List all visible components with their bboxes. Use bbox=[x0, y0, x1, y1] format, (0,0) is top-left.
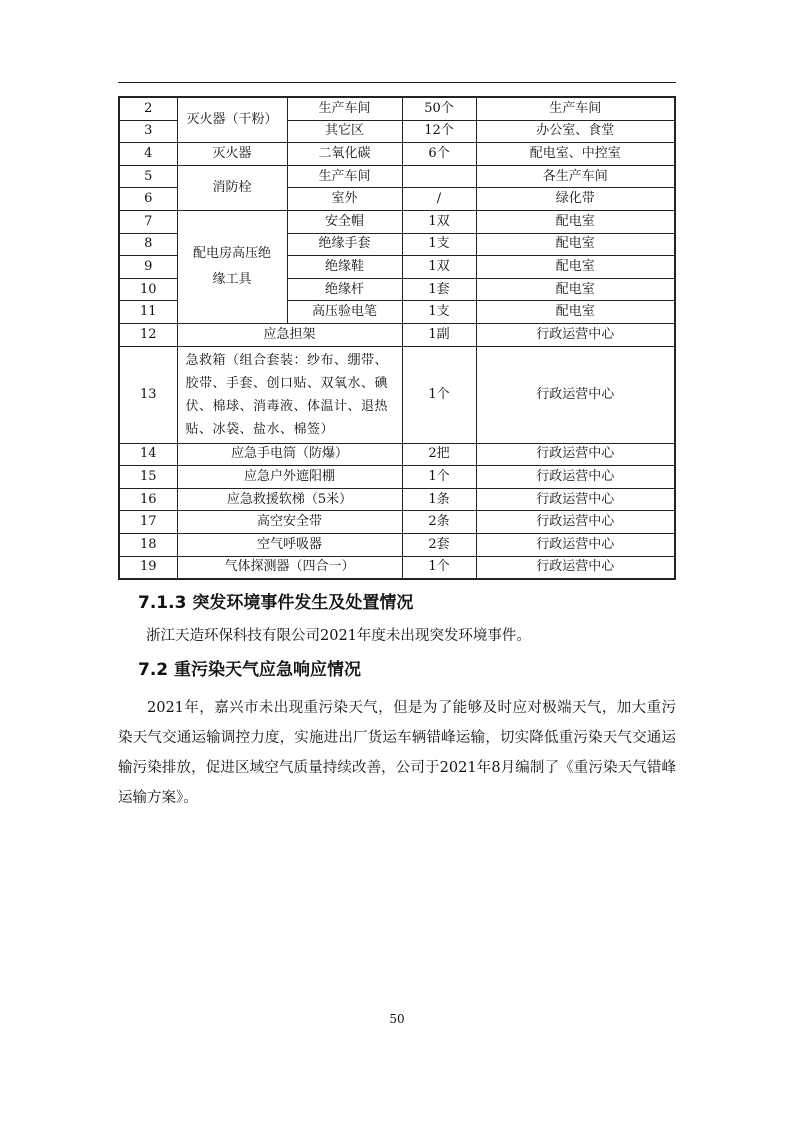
row-number: 13 bbox=[119, 346, 177, 443]
item-spec: 绝缘鞋 bbox=[287, 256, 402, 279]
table-row bbox=[119, 488, 675, 511]
page-number: 50 bbox=[389, 1012, 405, 1026]
item-qty: 1支 bbox=[402, 301, 476, 324]
item-qty: 1双 bbox=[402, 256, 476, 279]
item-name: 灭火器 bbox=[177, 143, 287, 166]
item-location: 行政运营中心 bbox=[476, 533, 675, 556]
item-qty: 1双 bbox=[402, 210, 476, 233]
section-number: 7.2 bbox=[138, 660, 169, 680]
row-number: 6 bbox=[119, 188, 177, 211]
item-spec: 生产车间 bbox=[287, 165, 402, 188]
section-heading-7-2 bbox=[138, 655, 361, 680]
section-paragraph: 浙江天造环保科技有限公司2021年度未出现突发环境事件。 bbox=[146, 628, 531, 644]
item-location: 行政运营中心 bbox=[476, 511, 675, 534]
row-number: 19 bbox=[119, 556, 177, 579]
section-title: 突发环境事件发生及处置情况 bbox=[192, 593, 414, 613]
table-row bbox=[119, 466, 675, 489]
row-number: 10 bbox=[119, 278, 177, 301]
item-spec: 室外 bbox=[287, 188, 402, 211]
item-location: 绿化带 bbox=[476, 188, 675, 211]
item-qty: 1个 bbox=[402, 346, 476, 443]
item-spec: 安全帽 bbox=[287, 210, 402, 233]
equipment-table-wrap bbox=[118, 96, 674, 580]
table-row bbox=[119, 210, 675, 233]
item-location: 办公室、食堂 bbox=[476, 120, 675, 143]
row-number: 11 bbox=[119, 301, 177, 324]
table-row bbox=[119, 556, 675, 579]
row-number: 12 bbox=[119, 323, 177, 346]
item-spec: 二氧化碳 bbox=[287, 143, 402, 166]
table-row bbox=[119, 511, 675, 534]
item-qty bbox=[402, 165, 476, 188]
item-qty: 1个 bbox=[402, 556, 476, 579]
table-row bbox=[119, 165, 675, 188]
item-name: 应急担架 bbox=[177, 323, 402, 346]
item-name: 应急救援软梯（5米） bbox=[177, 488, 402, 511]
table-row bbox=[119, 443, 675, 466]
item-qty: 2套 bbox=[402, 533, 476, 556]
item-name: 灭火器（干粉） bbox=[177, 97, 287, 143]
row-number: 14 bbox=[119, 443, 177, 466]
section-number: 7.1.3 bbox=[138, 593, 187, 613]
item-name: 配电房高压绝缘工具 bbox=[177, 210, 287, 323]
item-name: 应急户外遮阳棚 bbox=[177, 466, 402, 489]
item-name: 消防栓 bbox=[177, 165, 287, 210]
item-location: 配电室 bbox=[476, 301, 675, 324]
item-location: 行政运营中心 bbox=[476, 346, 675, 443]
equipment-table bbox=[118, 96, 676, 580]
row-number: 9 bbox=[119, 256, 177, 279]
item-qty: 2条 bbox=[402, 511, 476, 534]
table-row bbox=[119, 97, 675, 120]
item-qty: 6个 bbox=[402, 143, 476, 166]
item-location: 配电室 bbox=[476, 256, 675, 279]
table-row bbox=[119, 323, 675, 346]
item-name: 急救箱（组合套装：纱布、绷带、胶带、手套、创口贴、双氧水、碘伏、棉球、消毒液、体温计、退热贴、冰袋、盐水、棉签） bbox=[177, 346, 402, 443]
item-spec: 绝缘手套 bbox=[287, 233, 402, 256]
item-qty: 1个 bbox=[402, 466, 476, 489]
item-spec: 绝缘杆 bbox=[287, 278, 402, 301]
section-heading-7-1-3 bbox=[138, 588, 413, 613]
item-name: 应急手电筒（防爆） bbox=[177, 443, 402, 466]
item-location: 配电室 bbox=[476, 210, 675, 233]
item-qty: 1支 bbox=[402, 233, 476, 256]
item-name: 空气呼吸器 bbox=[177, 533, 402, 556]
item-qty: 12个 bbox=[402, 120, 476, 143]
item-location: 配电室、中控室 bbox=[476, 143, 675, 166]
item-qty: 2把 bbox=[402, 443, 476, 466]
item-qty: 1套 bbox=[402, 278, 476, 301]
header-rule bbox=[118, 82, 676, 83]
row-number: 3 bbox=[119, 120, 177, 143]
item-location: 行政运营中心 bbox=[476, 323, 675, 346]
table-row bbox=[119, 346, 675, 443]
row-number: 2 bbox=[119, 97, 177, 120]
item-qty: 1条 bbox=[402, 488, 476, 511]
item-location: 行政运营中心 bbox=[476, 466, 675, 489]
table-row bbox=[119, 143, 675, 166]
item-spec: 其它区 bbox=[287, 120, 402, 143]
row-number: 15 bbox=[119, 466, 177, 489]
row-number: 5 bbox=[119, 165, 177, 188]
row-number: 8 bbox=[119, 233, 177, 256]
item-name: 气体探测器（四合一） bbox=[177, 556, 402, 579]
item-qty: 1副 bbox=[402, 323, 476, 346]
item-location: 行政运营中心 bbox=[476, 443, 675, 466]
item-spec: 生产车间 bbox=[287, 97, 402, 120]
table-row bbox=[119, 533, 675, 556]
item-qty: 50个 bbox=[402, 97, 476, 120]
item-location: 生产车间 bbox=[476, 97, 675, 120]
row-number: 17 bbox=[119, 511, 177, 534]
item-qty: / bbox=[402, 188, 476, 211]
item-location: 配电室 bbox=[476, 278, 675, 301]
item-spec: 高压验电笔 bbox=[287, 301, 402, 324]
row-number: 4 bbox=[119, 143, 177, 166]
section-paragraph: 2021年，嘉兴市未出现重污染天气，但是为了能够及时应对极端天气，加大重污染天气交通运输调控力度，实施进出厂货运车辆错峰运输，切实降低重污染天气交通运输污染排放，促进区域空气质量持续改善，公司于2021年8月编制了《重污染天气错峰运输方案》。 bbox=[118, 700, 676, 806]
item-location: 行政运营中心 bbox=[476, 556, 675, 579]
row-number: 16 bbox=[119, 488, 177, 511]
item-location: 行政运营中心 bbox=[476, 488, 675, 511]
row-number: 7 bbox=[119, 210, 177, 233]
row-number: 18 bbox=[119, 533, 177, 556]
item-location: 各生产车间 bbox=[476, 165, 675, 188]
item-location: 配电室 bbox=[476, 233, 675, 256]
section-title: 重污染天气应急响应情况 bbox=[174, 660, 362, 680]
item-name: 高空安全带 bbox=[177, 511, 402, 534]
